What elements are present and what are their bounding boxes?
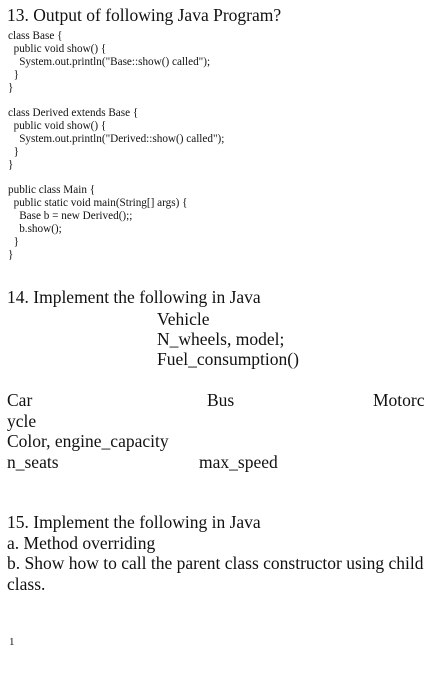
code-line: } bbox=[8, 146, 19, 158]
vehicle-class-name: Vehicle bbox=[157, 309, 210, 329]
code-line: public void show() { bbox=[8, 43, 107, 55]
motorcycle-class-name-part1: Motorc bbox=[373, 390, 425, 410]
code-line: } bbox=[8, 82, 14, 94]
q15-title: 15. Implement the following in Java bbox=[7, 512, 261, 532]
q13-title: 13. Output of following Java Program? bbox=[7, 5, 282, 25]
bus-attribute: max_speed bbox=[199, 452, 278, 472]
code-line: class Derived extends Base { bbox=[8, 107, 139, 119]
code-line: public class Main { bbox=[8, 184, 96, 196]
code-line: Base b = new Derived();; bbox=[8, 210, 133, 222]
motorcycle-class-name-part2: ycle bbox=[7, 411, 37, 431]
page-number: 1 bbox=[9, 636, 15, 648]
code-line: public static void main(String[] args) { bbox=[8, 197, 188, 209]
car-attributes-seats: n_seats bbox=[7, 452, 59, 472]
code-line: } bbox=[8, 159, 14, 171]
code-line: System.out.println("Derived::show() called"); bbox=[8, 133, 225, 145]
q14-title: 14. Implement the following in Java bbox=[7, 287, 261, 307]
code-line: class Base { bbox=[8, 30, 63, 42]
code-line: public void show() { bbox=[8, 120, 107, 132]
code-line: } bbox=[8, 236, 19, 248]
q15-part-a: a. Method overriding bbox=[7, 533, 156, 553]
q15-part-b-line2: class. bbox=[7, 574, 46, 594]
code-line: System.out.println("Base::show() called"); bbox=[8, 56, 211, 68]
q15-part-b-line1: b. Show how to call the parent class constructor using child bbox=[7, 553, 424, 573]
code-line: } bbox=[8, 69, 19, 81]
car-class-name: Car bbox=[7, 390, 33, 410]
code-line: b.show(); bbox=[8, 223, 62, 235]
vehicle-method: Fuel_consumption() bbox=[157, 349, 299, 369]
car-attributes: Color, engine_capacity bbox=[7, 431, 169, 451]
code-line: } bbox=[8, 249, 14, 261]
bus-class-name: Bus bbox=[207, 390, 235, 410]
vehicle-attributes: N_wheels, model; bbox=[157, 329, 285, 349]
